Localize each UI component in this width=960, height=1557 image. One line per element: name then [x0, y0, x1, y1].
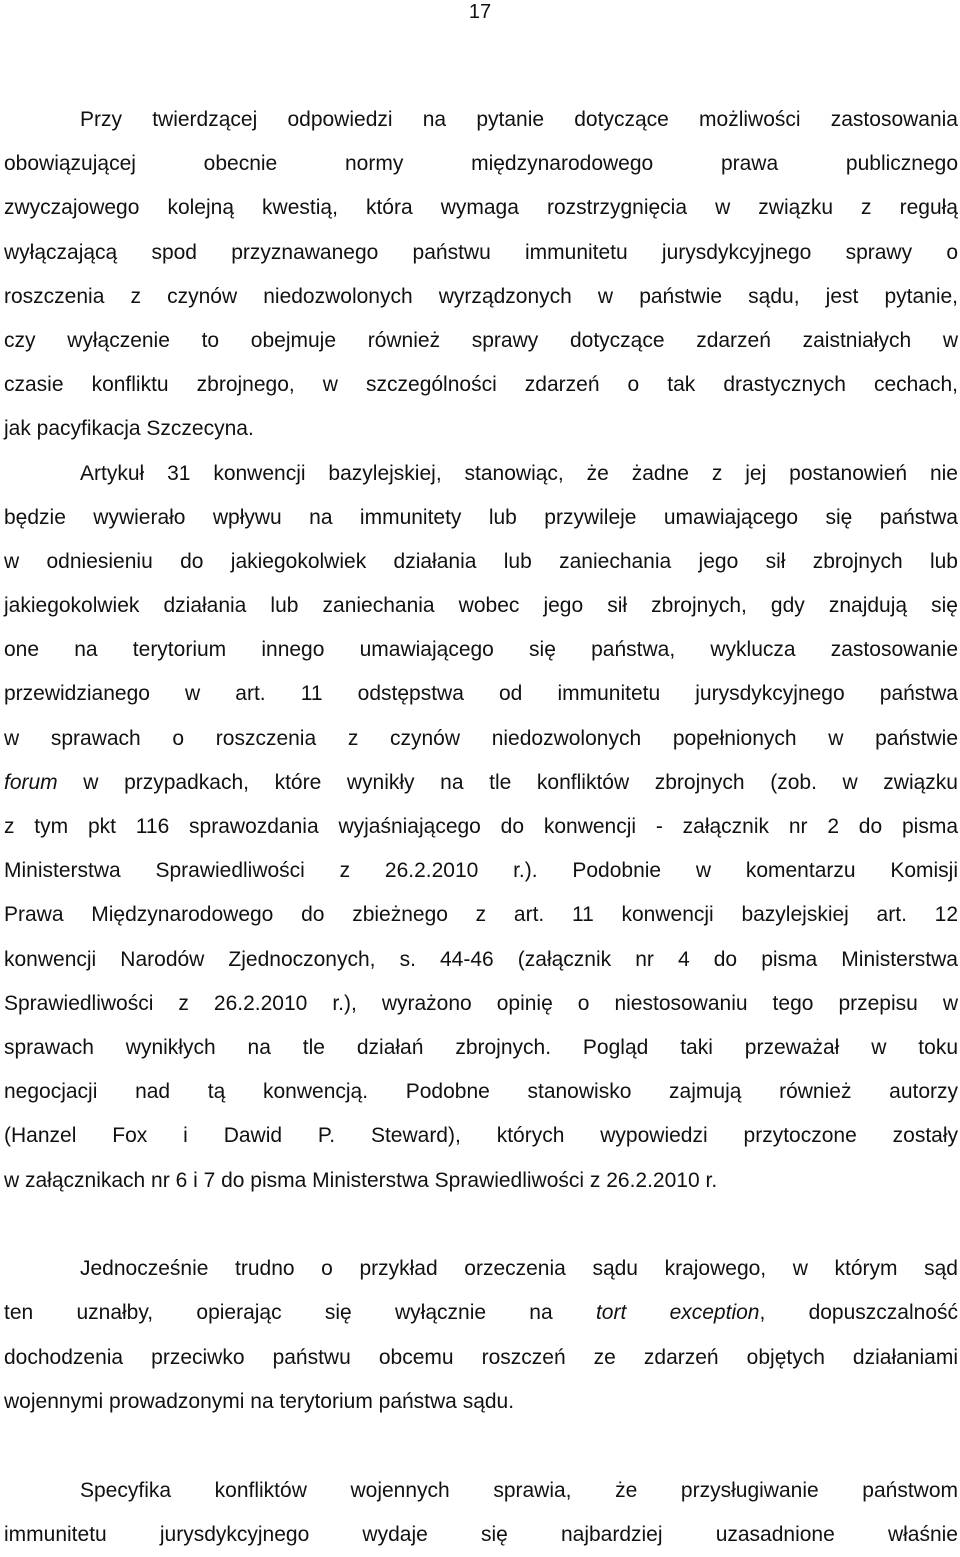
text-line: sprawach wynikłych na tle działań zbrojnych. Pogląd taki przeważał w toku: [4, 1035, 958, 1059]
paragraph-1: [4, 98, 958, 452]
text-line: one na terytorium innego umawiającego się państwa, wyklucza zastosowanie: [4, 638, 958, 662]
text-line: Specyfika konfliktów wojennych sprawia, że przysługiwanie państwom: [80, 1478, 958, 1502]
text-line: zwyczajowego kolejną kwestią, która wymaga rozstrzygnięcia w związku z regułą: [4, 196, 958, 220]
text-line: w odniesieniu do jakiegokolwiek działania lub zaniechania jego sił zbrojnych lub: [4, 549, 958, 573]
text-line: jak pacyfikacja Szczecyna.: [4, 417, 254, 441]
text-line: będzie wywierało wpływu na immunitety lub przywileje umawiającego się państwa: [4, 505, 958, 529]
text-line: przewidzianego w art. 11 odstępstwa od immunitetu jurysdykcyjnego państwa: [4, 682, 958, 706]
text-line: Sprawiedliwości z 26.2.2010 r.), wyrażono opinię o niestosowaniu tego przepisu w: [4, 991, 958, 1015]
italic-term: forum: [4, 770, 58, 794]
text-line: obowiązującej obecnie normy międzynarodowego prawa publicznego: [4, 152, 958, 176]
text-line: wojennymi prowadzonymi na terytorium państwa sądu.: [4, 1389, 515, 1413]
text-line: [4, 1291, 958, 1335]
paragraph-3: [4, 1247, 958, 1424]
text-line: z tym pkt 116 sprawozdania wyjaśniającego do konwencji - załącznik nr 2 do pisma: [4, 815, 958, 838]
text-line: czy wyłączenie to obejmuje również sprawy dotyczące zdarzeń zaistniałych w: [4, 328, 958, 352]
text-line: [4, 761, 958, 805]
text-line: czasie konfliktu zbrojnego, w szczególności zdarzeń o tak drastycznych cechach,: [4, 373, 958, 397]
text-run: ten uznałby, opierając się wyłącznie na: [4, 1301, 596, 1325]
text-line: w załącznikach nr 6 i 7 do pisma Ministerstwa Sprawiedliwości z 26.2.2010 r.: [4, 1168, 718, 1192]
text-line: wyłączającą spod przyznawanego państwu immunitetu jurysdykcyjnego sprawy o: [4, 240, 958, 264]
text-line: Przy twierdzącej odpowiedzi na pytanie dotyczące możliwości zastosowania: [80, 108, 958, 131]
paragraph-spacing: [4, 1424, 958, 1469]
text-line: Jednocześnie trudno o przykład orzeczenia sądu krajowego, w którym sąd: [80, 1257, 958, 1281]
text-line: w sprawach o roszczenia z czynów niedozwolonych popełnionych w państwie: [4, 726, 958, 750]
text-line: roszczenia z czynów niedozwolonych wyrządzonych w państwie sądu, jest pytanie,: [4, 284, 958, 308]
text-run: , dopuszczalność: [759, 1301, 958, 1325]
text-line: negocjacji nad tą konwencją. Podobne stanowisko zajmują również autorzy: [4, 1080, 958, 1104]
text-line: konwencji Narodów Zjednoczonych, s. 44-46 (załącznik nr 4 do pisma Ministerstwa: [4, 947, 958, 971]
text-line: dochodzenia przeciwko państwu obcemu roszczeń ze zdarzeń objętych działaniami: [4, 1345, 958, 1369]
text-run: w przypadkach, które wynikły na tle konfliktów zbrojnych (zob. w związku: [57, 770, 958, 794]
text-line: Prawa Międzynarodowego do zbieżnego z art. 11 konwencji bazylejskiej art. 12: [4, 903, 958, 927]
text-line: (Hanzel Fox i Dawid P. Steward), których wypowiedzi przytoczone zostały: [4, 1124, 958, 1148]
text-line: immunitetu jurysdykcyjnego wydaje się najbardziej uzasadnione właśnie: [4, 1522, 958, 1546]
text-line: Ministerstwa Sprawiedliwości z 26.2.2010 r.). Podobnie w komentarzu Komisji: [4, 859, 958, 883]
paragraph-4: [4, 1469, 958, 1557]
page-number: 17: [468, 1, 492, 23]
paragraph-spacing: [4, 1203, 958, 1248]
body-text: [4, 98, 958, 1557]
italic-term: tort exception: [595, 1301, 760, 1325]
text-line: jakiegokolwiek działania lub zaniechania wobec jego sił zbrojnych, gdy znajdują się: [4, 594, 958, 618]
paragraph-2: [4, 452, 958, 1203]
text-line: Artykuł 31 konwencji bazylejskiej, stanowiąc, że żadne z jej postanowień nie: [80, 461, 958, 485]
